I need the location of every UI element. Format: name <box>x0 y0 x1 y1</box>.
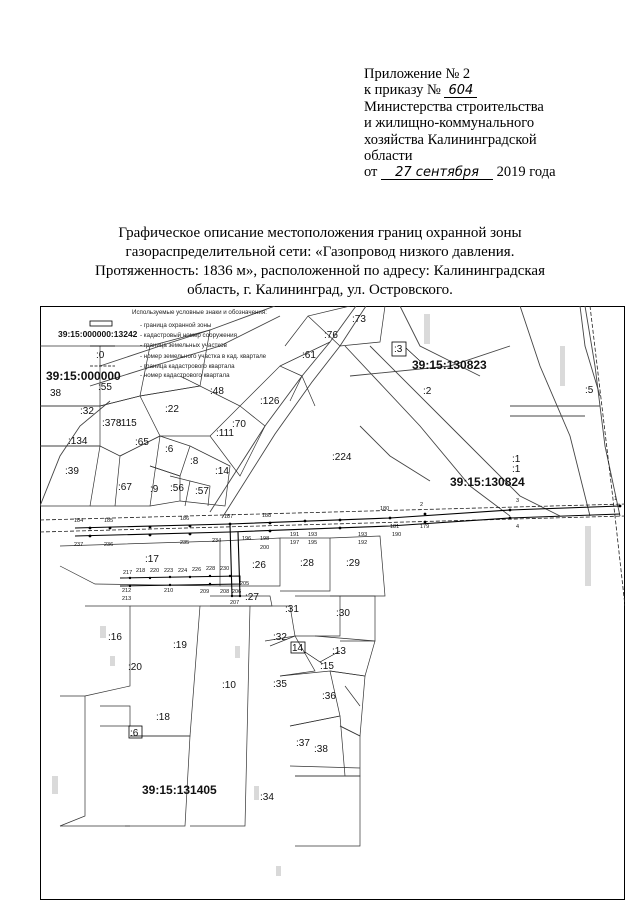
svg-text::32: :32 <box>80 406 94 417</box>
svg-text::34: :34 <box>260 792 274 803</box>
svg-text:4: 4 <box>516 524 520 530</box>
quarter-number-130824: 39:15:130824 <box>450 475 525 489</box>
svg-text::57: :57 <box>195 486 209 497</box>
svg-text:187: 187 <box>224 514 234 520</box>
ministry-line-3: хозяйства Калининградской <box>364 131 537 148</box>
svg-text::73: :73 <box>352 314 366 325</box>
svg-text:196: 196 <box>242 536 252 542</box>
svg-text:181: 181 <box>390 524 400 530</box>
svg-text:217: 217 <box>123 570 133 576</box>
svg-text:188: 188 <box>262 513 272 519</box>
svg-text::1: :1 <box>512 454 521 465</box>
svg-text:230: 230 <box>220 566 230 572</box>
svg-text:226: 226 <box>192 567 202 573</box>
svg-text::17: :17 <box>145 554 159 565</box>
svg-text:223: 223 <box>164 568 174 574</box>
point-numbers <box>74 496 617 606</box>
svg-text:- граница земельных участков: - граница земельных участков <box>140 342 227 349</box>
svg-text:207: 207 <box>230 600 240 606</box>
svg-text::61: :61 <box>302 350 316 361</box>
svg-text::28: :28 <box>300 558 314 569</box>
svg-text::38: :38 <box>314 744 328 755</box>
cadastral-map <box>40 306 625 900</box>
legend-sample-structure: 39:15:000000:13242 <box>58 329 138 339</box>
map-frame <box>41 307 625 900</box>
svg-text:218: 218 <box>136 568 146 574</box>
svg-text::14: :14 <box>215 466 229 477</box>
svg-text::6: :6 <box>130 728 139 739</box>
svg-text::55: :55 <box>98 382 112 393</box>
svg-text:3: 3 <box>516 498 520 504</box>
leader-lines <box>305 348 420 664</box>
svg-text::115: :115 <box>118 418 137 429</box>
svg-text:208: 208 <box>220 589 230 595</box>
legend-sample-quarter: 39:15:000000 <box>46 369 121 383</box>
svg-text::35: :35 <box>273 679 287 690</box>
svg-text::1: :1 <box>512 464 521 475</box>
date-handwritten: 27 сентября <box>381 166 493 180</box>
parcel-numbers <box>50 314 594 803</box>
ministry-line-1: Министерства строительства <box>364 98 544 115</box>
svg-text::76: :76 <box>324 330 338 341</box>
svg-text:235: 235 <box>180 540 190 546</box>
svg-text:2: 2 <box>420 502 424 508</box>
svg-text::13: :13 <box>332 646 346 657</box>
svg-text::378: :378 <box>102 418 122 429</box>
svg-text::39: :39 <box>65 466 79 477</box>
parcel-boundaries-south <box>60 536 385 846</box>
appendix-label: Приложение № 2 <box>364 66 471 82</box>
svg-text::67: :67 <box>118 482 132 493</box>
svg-text:234: 234 <box>212 538 222 544</box>
svg-text::32: :32 <box>273 632 287 643</box>
svg-text::126: :126 <box>260 396 280 407</box>
svg-text::70: :70 <box>232 419 246 430</box>
svg-text::2: :2 <box>423 386 432 397</box>
svg-text::16: :16 <box>108 632 122 643</box>
quarter-number-130823: 39:15:130823 <box>412 358 487 372</box>
svg-text:186: 186 <box>180 516 190 522</box>
svg-text:224: 224 <box>178 568 188 574</box>
svg-text::10: :10 <box>222 680 236 691</box>
svg-text:192: 192 <box>358 540 368 546</box>
svg-text:193: 193 <box>358 532 368 538</box>
svg-text:197: 197 <box>290 540 300 546</box>
order-number-handwritten: 604 <box>444 84 477 98</box>
svg-text:184: 184 <box>74 518 84 524</box>
quarter-number-131405: 39:15:131405 <box>142 783 217 797</box>
svg-text::22: :22 <box>165 404 179 415</box>
svg-text:190: 190 <box>392 532 402 538</box>
svg-text:1: 1 <box>614 496 618 502</box>
svg-text::20: :20 <box>128 662 142 673</box>
svg-text::56: :56 <box>170 483 184 494</box>
svg-text:193: 193 <box>308 532 318 538</box>
svg-text:209: 209 <box>200 589 210 595</box>
svg-text::19: :19 <box>173 640 187 651</box>
svg-text:- кадастровый номер сооружения: - кадастровый номер сооружения <box>140 332 237 339</box>
svg-text::8: :8 <box>190 456 199 467</box>
svg-text:205: 205 <box>240 581 250 587</box>
svg-text::26: :26 <box>252 560 266 571</box>
svg-text::111: :111 <box>216 428 234 439</box>
order-header <box>364 66 624 181</box>
svg-text::31: :31 <box>285 604 299 615</box>
svg-text:220: 220 <box>150 568 160 574</box>
svg-text::27: :27 <box>245 592 259 603</box>
svg-text:185: 185 <box>104 518 114 524</box>
svg-text::36: :36 <box>322 691 336 702</box>
building-shading <box>52 314 591 876</box>
svg-text:198: 198 <box>260 536 270 542</box>
svg-text:14: 14 <box>292 643 304 654</box>
svg-text:Используемые условные знаки и: Используемые условные знаки и обозначения: <box>132 309 267 316</box>
svg-text::15: :15 <box>320 661 334 672</box>
legend-sample-parcel: :0 <box>96 350 105 361</box>
svg-text:38: 38 <box>50 388 62 399</box>
svg-text::5: :5 <box>585 385 594 396</box>
svg-text:- номер земельного участка в к: - номер земельного участка в кад. квартале <box>140 353 267 360</box>
svg-text:- номер кадастрового квартала: - номер кадастрового квартала <box>140 372 230 379</box>
order-ref: к приказу № 604 <box>364 82 624 98</box>
document-title: Графическое описание местоположения границ охранной зоны газораспределительной сети: «Газопровод низкого давления. Протяженность: 1836 м», расположенной по адресу: Калининградская область, г. Калининград, ул. Островского. <box>95 225 545 298</box>
svg-text::18: :18 <box>156 712 170 723</box>
order-date: от 27 сентября 2019 года <box>364 164 556 181</box>
svg-text:- граница охранной зоны: - граница охранной зоны <box>140 322 212 329</box>
svg-text:179: 179 <box>420 524 430 530</box>
svg-text:210: 210 <box>164 588 174 594</box>
svg-text::3: :3 <box>394 344 403 355</box>
svg-text::30: :30 <box>336 608 350 619</box>
svg-text:180: 180 <box>380 506 390 512</box>
svg-text:236: 236 <box>104 542 114 548</box>
svg-text:237: 237 <box>74 542 84 548</box>
svg-text:191: 191 <box>290 532 300 538</box>
svg-text::48: :48 <box>210 386 224 397</box>
svg-text::9: :9 <box>150 484 159 495</box>
svg-text:206: 206 <box>232 589 242 595</box>
svg-text::224: :224 <box>332 452 352 463</box>
svg-text:212: 212 <box>122 588 132 594</box>
svg-text:213: 213 <box>122 596 132 602</box>
svg-text:- граница кадастрового квартал: - граница кадастрового квартала <box>140 363 235 370</box>
svg-text::37: :37 <box>296 738 310 749</box>
svg-text::29: :29 <box>346 558 360 569</box>
ministry-line-4: области <box>364 148 413 165</box>
svg-text::65: :65 <box>135 437 149 448</box>
svg-text:228: 228 <box>206 566 216 572</box>
svg-text::134: :134 <box>68 436 88 447</box>
ministry-line-2: и жилищно-коммунального <box>364 115 535 132</box>
svg-text::6: :6 <box>165 444 174 455</box>
svg-text:200: 200 <box>260 545 270 551</box>
svg-text:195: 195 <box>308 540 318 546</box>
